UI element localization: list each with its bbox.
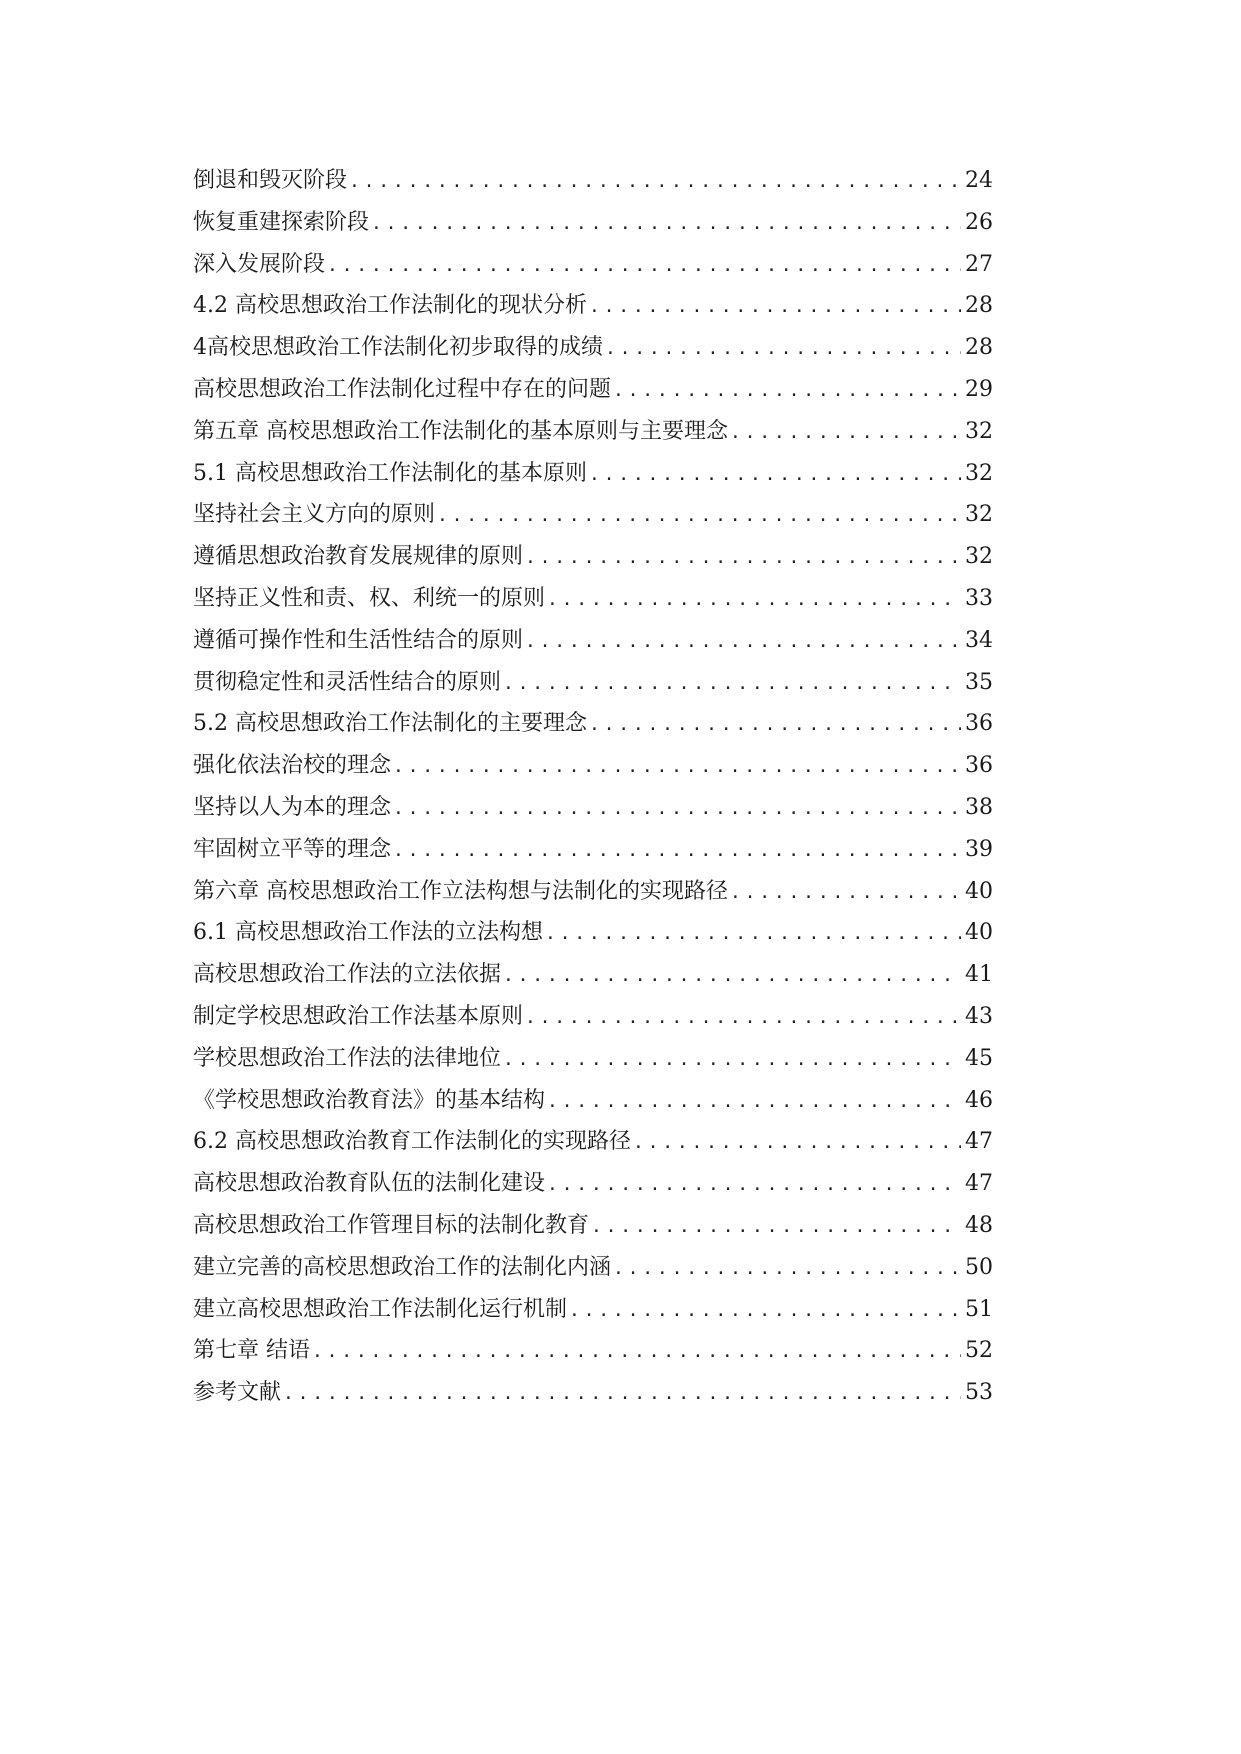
table-of-contents — [193, 160, 993, 1414]
dot-leader — [545, 913, 961, 955]
toc-entry-title: 牢固树立平等的理念 — [193, 836, 392, 862]
toc-entry-title: 坚持正义性和责、权、利统一的原则 — [193, 585, 546, 611]
toc-entry-page-number: 45 — [965, 1045, 993, 1071]
toc-entry-page-number: 40 — [965, 920, 993, 946]
dot-leader — [503, 955, 961, 997]
toc-entry-page-number: 47 — [965, 1129, 993, 1155]
toc-entry-page-number: 24 — [965, 168, 993, 193]
toc-entry[interactable] — [193, 1289, 993, 1331]
toc-entry[interactable] — [193, 202, 993, 244]
toc-entry[interactable] — [193, 244, 993, 286]
toc-entry[interactable] — [193, 871, 993, 913]
dot-leader — [589, 704, 961, 746]
toc-entry[interactable] — [193, 1205, 993, 1247]
toc-entry-title: 遵循思想政治教育发展规律的原则 — [193, 544, 524, 570]
toc-entry-page-number: 26 — [965, 209, 993, 235]
dot-leader — [503, 1039, 961, 1081]
dot-leader — [547, 579, 961, 621]
toc-entry[interactable] — [193, 1163, 993, 1205]
dot-leader — [613, 1248, 961, 1290]
toc-entry-page-number: 32 — [965, 418, 993, 444]
toc-entry[interactable] — [193, 411, 993, 453]
toc-entry[interactable] — [193, 285, 993, 327]
dot-leader — [393, 746, 961, 788]
toc-entry-title: 恢复重建探索阶段 — [193, 209, 370, 235]
toc-entry[interactable] — [193, 1121, 993, 1163]
toc-entry-page-number: 28 — [965, 293, 993, 319]
toc-entry[interactable] — [193, 453, 993, 495]
dot-leader — [371, 203, 961, 245]
dot-leader — [605, 328, 961, 370]
toc-entry[interactable] — [193, 703, 993, 745]
toc-entry-title: 高校思想政治工作法制化过程中存在的问题 — [193, 376, 612, 402]
dot-leader — [730, 412, 961, 454]
toc-entry[interactable] — [193, 996, 993, 1038]
toc-entry[interactable] — [193, 912, 993, 954]
toc-entry-title: 5.1 高校思想政治工作法制化的基本原则 — [193, 460, 587, 486]
dot-leader — [633, 1122, 961, 1164]
toc-entry-page-number: 40 — [965, 878, 993, 904]
toc-entry-title: 贯彻稳定性和灵活性结合的原则 — [193, 669, 502, 695]
toc-entry[interactable] — [193, 369, 993, 411]
toc-entry[interactable] — [193, 327, 993, 369]
dot-leader — [591, 1206, 961, 1248]
dot-leader — [437, 495, 961, 537]
toc-entry-page-number: 33 — [965, 585, 993, 611]
toc-entry-page-number: 27 — [965, 251, 993, 277]
toc-entry-title: 强化依法治校的理念 — [193, 753, 392, 779]
toc-entry-title: 深入发展阶段 — [193, 251, 326, 277]
toc-entry-title: 高校思想政治工作管理目标的法制化教育 — [193, 1212, 590, 1238]
toc-entry[interactable] — [193, 578, 993, 620]
dot-leader — [547, 1081, 961, 1123]
toc-entry-title: 建立高校思想政治工作法制化运行机制 — [193, 1296, 568, 1322]
toc-entry-page-number: 38 — [965, 794, 993, 820]
dot-leader — [589, 454, 961, 496]
toc-entry-page-number: 53 — [965, 1380, 993, 1406]
toc-entry-page-number: 43 — [965, 1003, 993, 1029]
toc-entry-page-number: 32 — [965, 502, 993, 528]
toc-entry[interactable] — [193, 745, 993, 787]
dot-leader — [525, 621, 961, 663]
toc-entry-title: 4高校思想政治工作法制化初步取得的成绩 — [193, 335, 603, 361]
toc-entry-title: 建立完善的高校思想政治工作的法制化内涵 — [193, 1254, 612, 1280]
toc-entry-page-number: 50 — [965, 1254, 993, 1280]
toc-entry-page-number: 35 — [965, 669, 993, 695]
toc-entry[interactable] — [193, 1247, 993, 1289]
toc-entry-page-number: 28 — [965, 335, 993, 361]
dot-leader — [393, 788, 961, 830]
toc-entry-page-number: 39 — [965, 836, 993, 862]
toc-entry-page-number: 32 — [965, 544, 993, 570]
toc-entry-title: 4.2 高校思想政治工作法制化的现状分析 — [193, 293, 587, 319]
toc-entry-title: 参考文献 — [193, 1380, 282, 1406]
toc-entry[interactable] — [193, 1080, 993, 1122]
toc-entry-title: 《学校思想政治教育法》的基本结构 — [193, 1087, 546, 1113]
dot-leader — [327, 245, 961, 287]
toc-entry-page-number: 41 — [965, 962, 993, 988]
toc-entry-title: 6.1 高校思想政治工作法的立法构想 — [193, 920, 543, 946]
dot-leader — [525, 537, 961, 579]
toc-entry-title: 第七章 结语 — [193, 1338, 310, 1364]
toc-entry-title: 倒退和毁灭阶段 — [193, 168, 348, 193]
toc-entry-page-number: 36 — [965, 711, 993, 737]
toc-entry-page-number: 52 — [965, 1338, 993, 1364]
toc-entry-title: 坚持以人为本的理念 — [193, 794, 392, 820]
dot-leader — [569, 1290, 961, 1332]
toc-entry-title: 第六章 高校思想政治工作立法构想与法制化的实现路径 — [193, 878, 728, 904]
dot-leader — [393, 830, 961, 872]
toc-entry-title: 坚持社会主义方向的原则 — [193, 502, 436, 528]
toc-entry-title: 学校思想政治工作法的法律地位 — [193, 1045, 502, 1071]
toc-entry[interactable] — [193, 1372, 993, 1414]
toc-entry-title: 高校思想政治工作法的立法依据 — [193, 962, 502, 988]
dot-leader — [613, 370, 961, 412]
toc-entry[interactable] — [193, 954, 993, 996]
toc-entry[interactable] — [193, 787, 993, 829]
toc-entry-page-number: 32 — [965, 460, 993, 486]
toc-entry-title: 高校思想政治教育队伍的法制化建设 — [193, 1171, 546, 1197]
toc-entry-title: 6.2 高校思想政治教育工作法制化的实现路径 — [193, 1129, 631, 1155]
toc-entry-page-number: 47 — [965, 1171, 993, 1197]
toc-entry[interactable] — [193, 1330, 993, 1372]
toc-entry-page-number: 51 — [965, 1296, 993, 1322]
dot-leader — [730, 872, 961, 914]
dot-leader — [547, 1164, 961, 1206]
toc-entry-page-number: 34 — [965, 627, 993, 653]
toc-entry[interactable] — [193, 620, 993, 662]
toc-entry[interactable] — [193, 494, 993, 536]
dot-leader — [312, 1331, 961, 1373]
toc-entry-title: 5.2 高校思想政治工作法制化的主要理念 — [193, 711, 587, 737]
toc-entry[interactable] — [193, 662, 993, 704]
toc-entry[interactable] — [193, 829, 993, 871]
dot-leader — [503, 663, 961, 705]
toc-entry-title: 制定学校思想政治工作法基本原则 — [193, 1003, 524, 1029]
toc-entry-page-number: 46 — [965, 1087, 993, 1113]
toc-entry-page-number: 29 — [965, 376, 993, 402]
dot-leader — [525, 997, 961, 1039]
toc-entry-title: 第五章 高校思想政治工作法制化的基本原则与主要理念 — [193, 418, 728, 444]
toc-entry[interactable] — [193, 1038, 993, 1080]
toc-entry-page-number: 48 — [965, 1212, 993, 1238]
dot-leader — [283, 1373, 961, 1415]
toc-entry[interactable] — [193, 536, 993, 578]
toc-entry-page-number: 36 — [965, 753, 993, 779]
dot-leader — [349, 161, 961, 203]
toc-entry-title: 遵循可操作性和生活性结合的原则 — [193, 627, 524, 653]
dot-leader — [589, 286, 961, 328]
toc-entry[interactable] — [193, 160, 993, 202]
